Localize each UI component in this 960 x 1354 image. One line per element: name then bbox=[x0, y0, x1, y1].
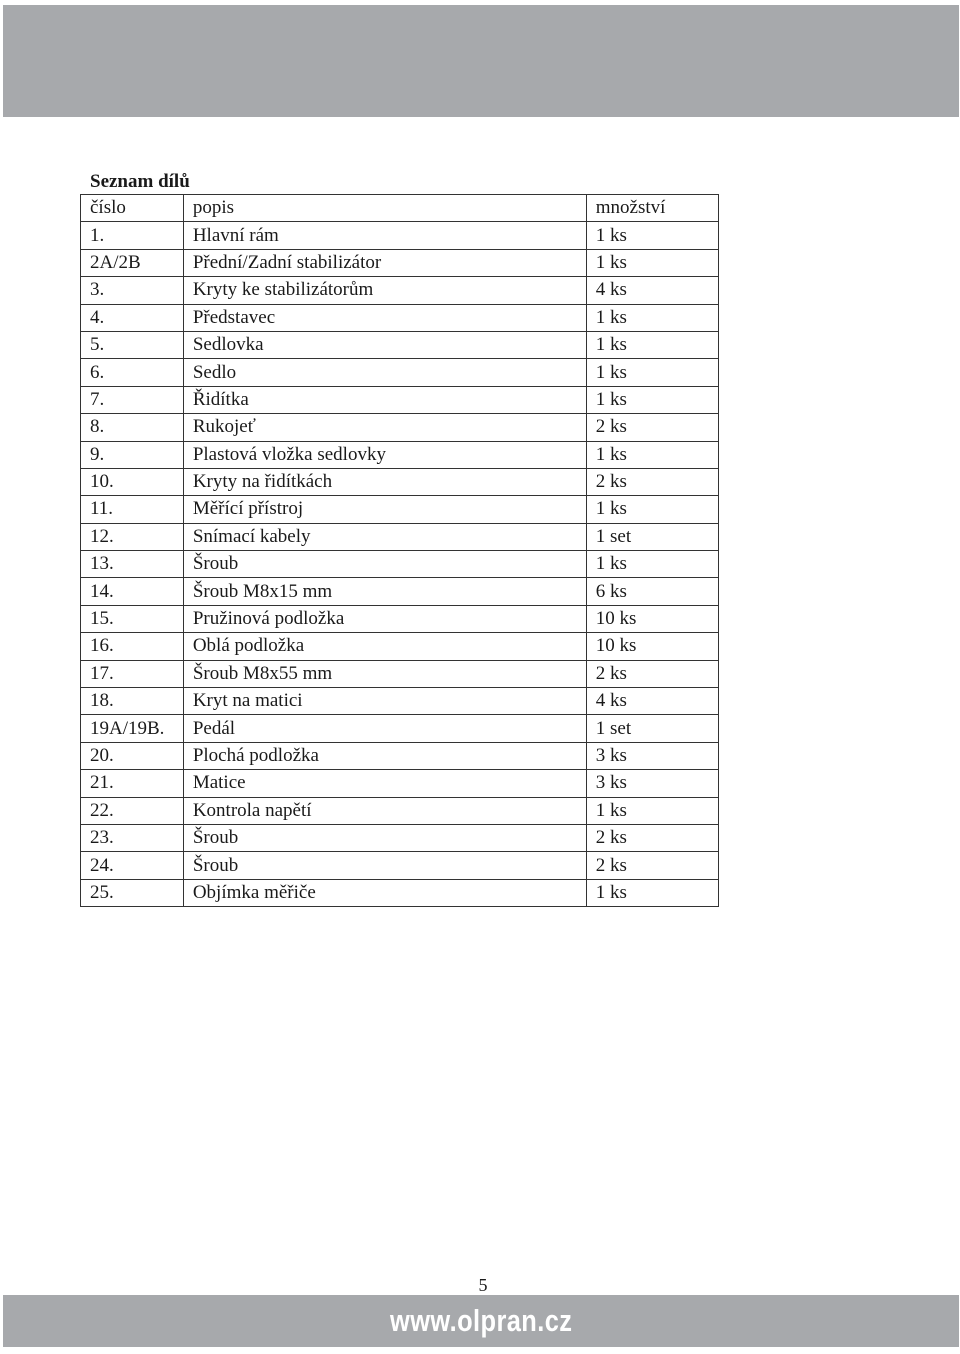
part-description: Představec bbox=[183, 304, 586, 331]
part-description: Sedlo bbox=[183, 359, 586, 386]
part-number: 25. bbox=[81, 879, 184, 906]
footer-url: www.olpran.cz bbox=[389, 1303, 573, 1338]
table-row bbox=[81, 852, 719, 879]
table-row bbox=[81, 770, 719, 797]
part-quantity: 1 ks bbox=[586, 496, 718, 523]
table-row bbox=[81, 359, 719, 386]
part-quantity: 10 ks bbox=[586, 605, 718, 632]
table-row bbox=[81, 414, 719, 441]
part-description: Řidítka bbox=[183, 386, 586, 413]
part-quantity: 1 ks bbox=[586, 386, 718, 413]
part-quantity: 1 ks bbox=[586, 551, 718, 578]
table-row bbox=[81, 249, 719, 276]
part-number: 4. bbox=[81, 304, 184, 331]
footer-band bbox=[3, 1295, 959, 1347]
part-quantity: 1 ks bbox=[586, 222, 718, 249]
table-row bbox=[81, 797, 719, 824]
part-description: Šroub M8x55 mm bbox=[183, 660, 586, 687]
table-row bbox=[81, 468, 719, 495]
part-number: 14. bbox=[81, 578, 184, 605]
part-quantity: 1 ks bbox=[586, 441, 718, 468]
table-row bbox=[81, 660, 719, 687]
part-number: 1. bbox=[81, 222, 184, 249]
table-row bbox=[81, 222, 719, 249]
part-number: 18. bbox=[81, 688, 184, 715]
part-quantity: 3 ks bbox=[586, 770, 718, 797]
part-description: Šroub bbox=[183, 852, 586, 879]
part-number: 12. bbox=[81, 523, 184, 550]
part-description: Sedlovka bbox=[183, 331, 586, 358]
part-description: Matice bbox=[183, 770, 586, 797]
part-number: 17. bbox=[81, 660, 184, 687]
part-quantity: 1 ks bbox=[586, 879, 718, 906]
part-quantity: 2 ks bbox=[586, 468, 718, 495]
part-number: 7. bbox=[81, 386, 184, 413]
table-row bbox=[81, 304, 719, 331]
table-row bbox=[81, 578, 719, 605]
part-description: Šroub bbox=[183, 551, 586, 578]
section-title: Seznam dílů bbox=[90, 171, 190, 192]
part-quantity: 2 ks bbox=[586, 660, 718, 687]
part-quantity: 10 ks bbox=[586, 633, 718, 660]
part-number: 6. bbox=[81, 359, 184, 386]
part-description: Šroub M8x15 mm bbox=[183, 578, 586, 605]
table-header-row bbox=[81, 195, 719, 222]
table-row bbox=[81, 551, 719, 578]
part-number: 19A/19B. bbox=[81, 715, 184, 742]
part-description: Měřící přístroj bbox=[183, 496, 586, 523]
header-band bbox=[3, 5, 959, 117]
part-description: Oblá podložka bbox=[183, 633, 586, 660]
table-row bbox=[81, 879, 719, 906]
part-number: 20. bbox=[81, 742, 184, 769]
part-description: Rukojeť bbox=[183, 414, 586, 441]
part-description: Hlavní rám bbox=[183, 222, 586, 249]
part-description: Kontrola napětí bbox=[183, 797, 586, 824]
part-number: 2A/2B bbox=[81, 249, 184, 276]
table-row bbox=[81, 715, 719, 742]
part-quantity: 4 ks bbox=[586, 688, 718, 715]
part-description: Plochá podložka bbox=[183, 742, 586, 769]
table-row bbox=[81, 331, 719, 358]
part-number: 10. bbox=[81, 468, 184, 495]
part-quantity: 6 ks bbox=[586, 578, 718, 605]
part-quantity: 1 set bbox=[586, 523, 718, 550]
table-row bbox=[81, 688, 719, 715]
part-quantity: 3 ks bbox=[586, 742, 718, 769]
part-description: Pedál bbox=[183, 715, 586, 742]
table-row bbox=[81, 824, 719, 851]
part-description: Kryty na řidítkách bbox=[183, 468, 586, 495]
part-quantity: 2 ks bbox=[586, 852, 718, 879]
part-description: Objímka měřiče bbox=[183, 879, 586, 906]
part-description: Šroub bbox=[183, 824, 586, 851]
table-row bbox=[81, 742, 719, 769]
part-number: 16. bbox=[81, 633, 184, 660]
part-quantity: 1 ks bbox=[586, 797, 718, 824]
part-description: Kryty ke stabilizátorům bbox=[183, 277, 586, 304]
part-quantity: 2 ks bbox=[586, 414, 718, 441]
part-description: Snímací kabely bbox=[183, 523, 586, 550]
table-row bbox=[81, 277, 719, 304]
header-description: popis bbox=[183, 195, 586, 222]
part-description: Kryt na matici bbox=[183, 688, 586, 715]
table-row bbox=[81, 523, 719, 550]
part-quantity: 4 ks bbox=[586, 277, 718, 304]
part-description: Přední/Zadní stabilizátor bbox=[183, 249, 586, 276]
table-row bbox=[81, 386, 719, 413]
part-quantity: 2 ks bbox=[586, 824, 718, 851]
table-row bbox=[81, 441, 719, 468]
part-number: 24. bbox=[81, 852, 184, 879]
part-quantity: 1 ks bbox=[586, 331, 718, 358]
header-quantity: množství bbox=[586, 195, 718, 222]
part-number: 22. bbox=[81, 797, 184, 824]
part-number: 3. bbox=[81, 277, 184, 304]
table-row bbox=[81, 605, 719, 632]
part-quantity: 1 ks bbox=[586, 359, 718, 386]
part-quantity: 1 set bbox=[586, 715, 718, 742]
part-number: 23. bbox=[81, 824, 184, 851]
parts-table bbox=[80, 194, 719, 907]
part-number: 9. bbox=[81, 441, 184, 468]
part-number: 15. bbox=[81, 605, 184, 632]
part-number: 11. bbox=[81, 496, 184, 523]
part-number: 21. bbox=[81, 770, 184, 797]
part-quantity: 1 ks bbox=[586, 304, 718, 331]
parts-table-body bbox=[81, 222, 719, 907]
table-row bbox=[81, 496, 719, 523]
part-number: 8. bbox=[81, 414, 184, 441]
part-quantity: 1 ks bbox=[586, 249, 718, 276]
part-description: Pružinová podložka bbox=[183, 605, 586, 632]
part-number: 13. bbox=[81, 551, 184, 578]
part-number: 5. bbox=[81, 331, 184, 358]
header-number: číslo bbox=[81, 195, 184, 222]
page-number: 5 bbox=[478, 1275, 488, 1295]
part-description: Plastová vložka sedlovky bbox=[183, 441, 586, 468]
table-row bbox=[81, 633, 719, 660]
